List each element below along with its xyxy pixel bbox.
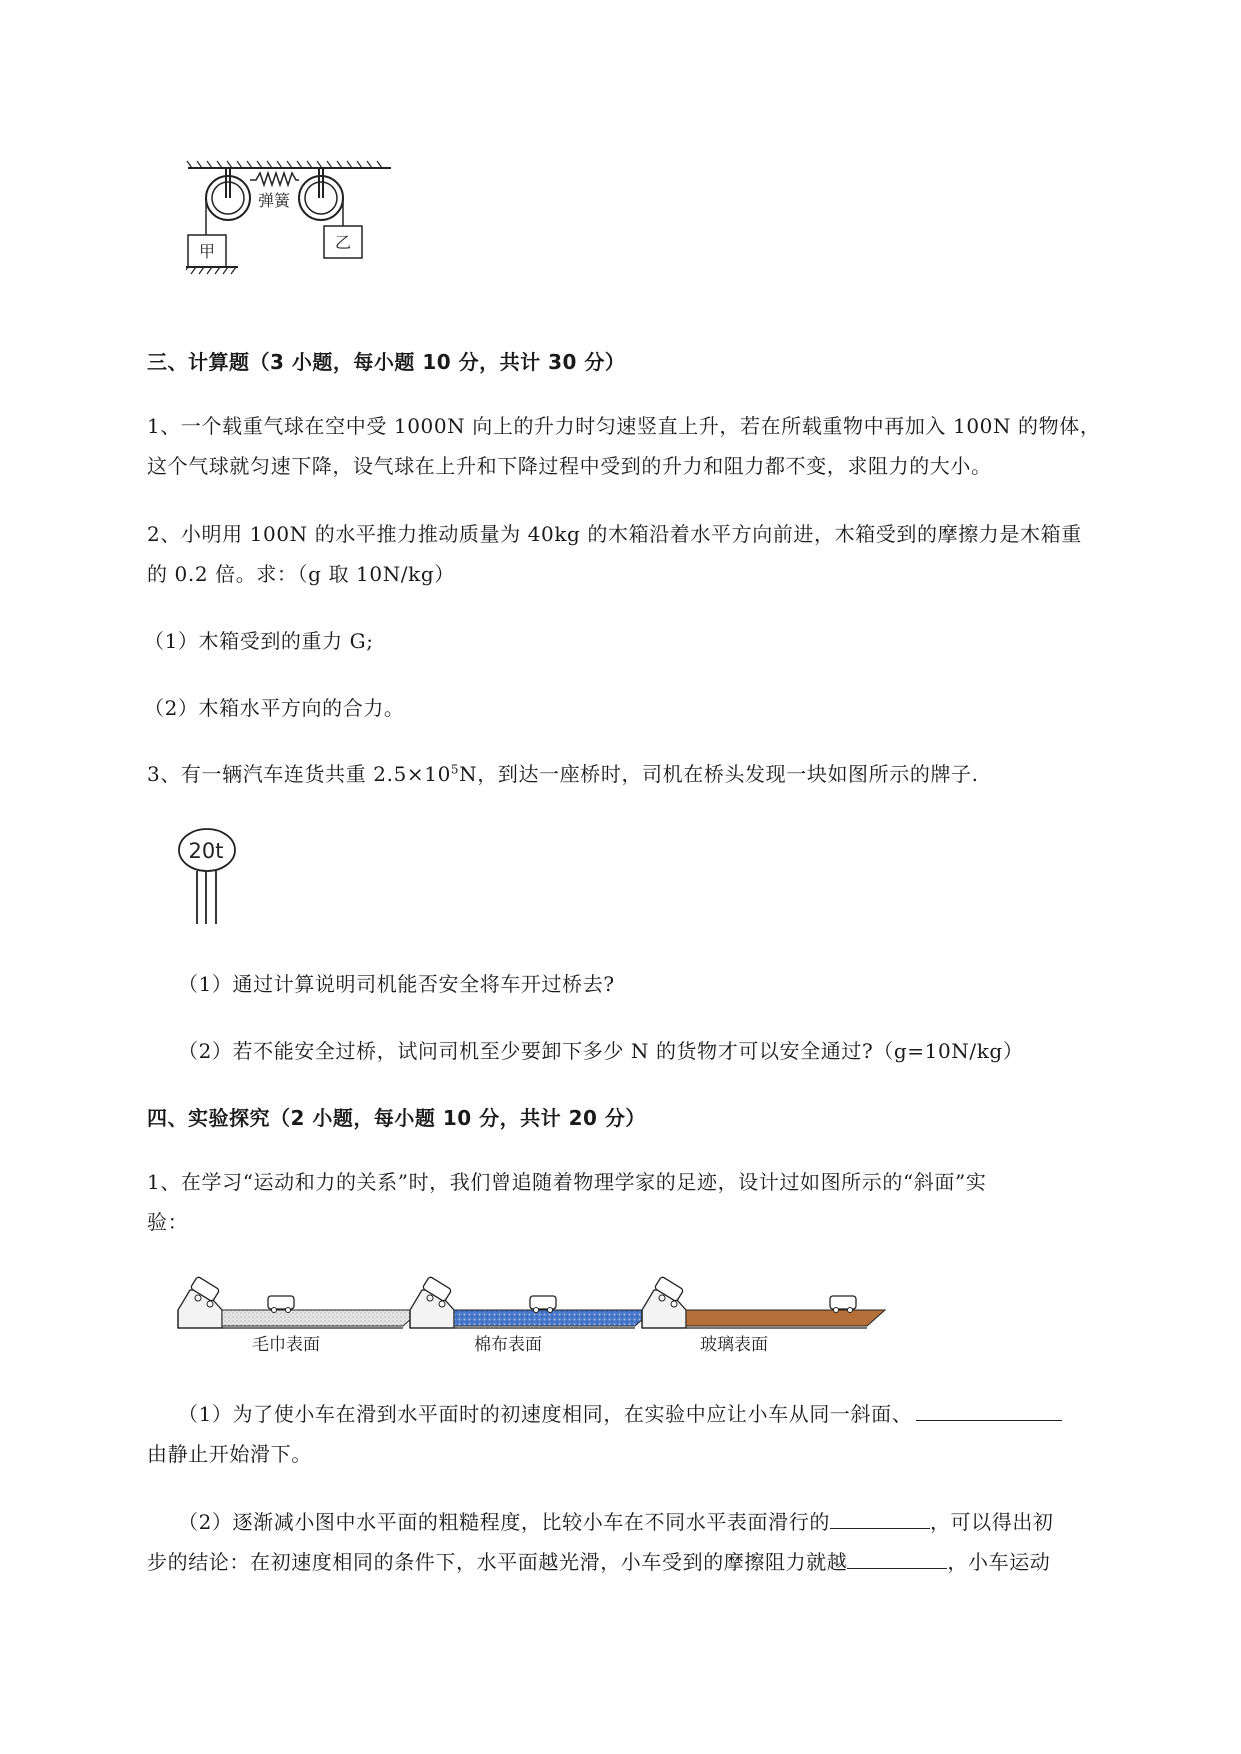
q4-1-sub1-line2: 由静止开始滑下。 [147,1442,312,1466]
cloth-surface-label: 棉布表面 [474,1335,542,1355]
answer-blank-3[interactable] [847,1550,947,1569]
q3-3-line1 [147,758,1137,787]
block-right-label: 乙 [334,233,352,252]
pulley-spring-figure [186,160,401,300]
q3-3-sub1: （1）通过计算说明司机能否安全将车开过桥去? [178,972,615,996]
q3-1-line1: 1、一个载重气球在空中受 1000N 向上的升力时匀速竖直上升，若在所载重物中再加入 100N 的物体， [147,414,1101,438]
glass-surface-label: 玻璃表面 [700,1335,768,1355]
q4-1-sub2-text-c: 步的结论：在初速度相同的条件下，水平面越光滑，小车受到的摩擦阻力就越 [147,1550,848,1574]
q3-2-sub2: （2）木箱水平方向的合力。 [144,696,405,720]
q3-2-line1: 2、小明用 100N 的水平推力推动质量为 40kg 的木箱沿着水平方向前进，木箱受到的摩擦力是木箱重 [147,522,1082,546]
q4-1-sub2-text-d: ，小车运动 [947,1550,1051,1574]
q3-3-sub2: （2）若不能安全过桥，试问司机至少要卸下多少 N 的货物才可以安全通过?（g=10N/kg） [178,1039,1024,1063]
q4-1-sub2-text-a: （2）逐渐减小图中水平面的粗糙程度，比较小车在不同水平表面滑行的 [178,1510,830,1534]
q4-1-sub1-line1 [178,1398,1168,1427]
section4-heading: 四、实验探究（2 小题，每小题 10 分，共计 20 分） [147,1106,646,1130]
weight-limit-sign [176,826,246,926]
glass-surface-panel [642,1276,885,1355]
q4-1-line2: 验： [147,1210,189,1234]
spring-label: 弹簧 [257,191,291,210]
q4-1-sub2-line1 [178,1506,1168,1535]
q3-3-exponent: 5 [450,762,460,777]
answer-blank-2[interactable] [830,1510,930,1529]
sign-text: 20t [188,839,224,863]
q3-3-line1-post: N，到达一座桥时，司机在桥头发现一块如图所示的牌子. [459,762,979,786]
q3-1-line2: 这个气球就匀速下降，设气球在上升和下降过程中受到的升力和阻力都不变，求阻力的大小。 [147,454,992,478]
q4-1-sub1-text: （1）为了使小车在滑到水平面时的初速度相同，在实验中应让小车从同一斜面、 [178,1402,913,1426]
q4-1-line1: 1、在学习“运动和力的关系”时，我们曾追随着物理学家的足迹，设计过如图所示的“斜面”实 [147,1170,987,1194]
q4-1-sub2-text-b: ，可以得出初 [929,1510,1054,1534]
block-left-label: 甲 [198,242,216,261]
q4-1-sub2-line2 [147,1546,1137,1575]
towel-surface-panel [178,1276,421,1355]
section3-heading: 三、计算题（3 小题，每小题 10 分，共计 30 分） [147,350,626,374]
cloth-surface-panel [410,1276,653,1355]
incline-experiment-figure [176,1268,936,1356]
q3-2-sub1: （1）木箱受到的重力 G; [144,629,374,653]
towel-surface-label: 毛巾表面 [252,1335,320,1355]
answer-blank-1[interactable] [916,1402,1062,1421]
q3-2-line2: 的 0.2 倍。求：（g 取 10N/kg） [147,562,455,586]
q3-3-line1-pre: 3、有一辆汽车连货共重 2.5×10 [147,762,451,786]
